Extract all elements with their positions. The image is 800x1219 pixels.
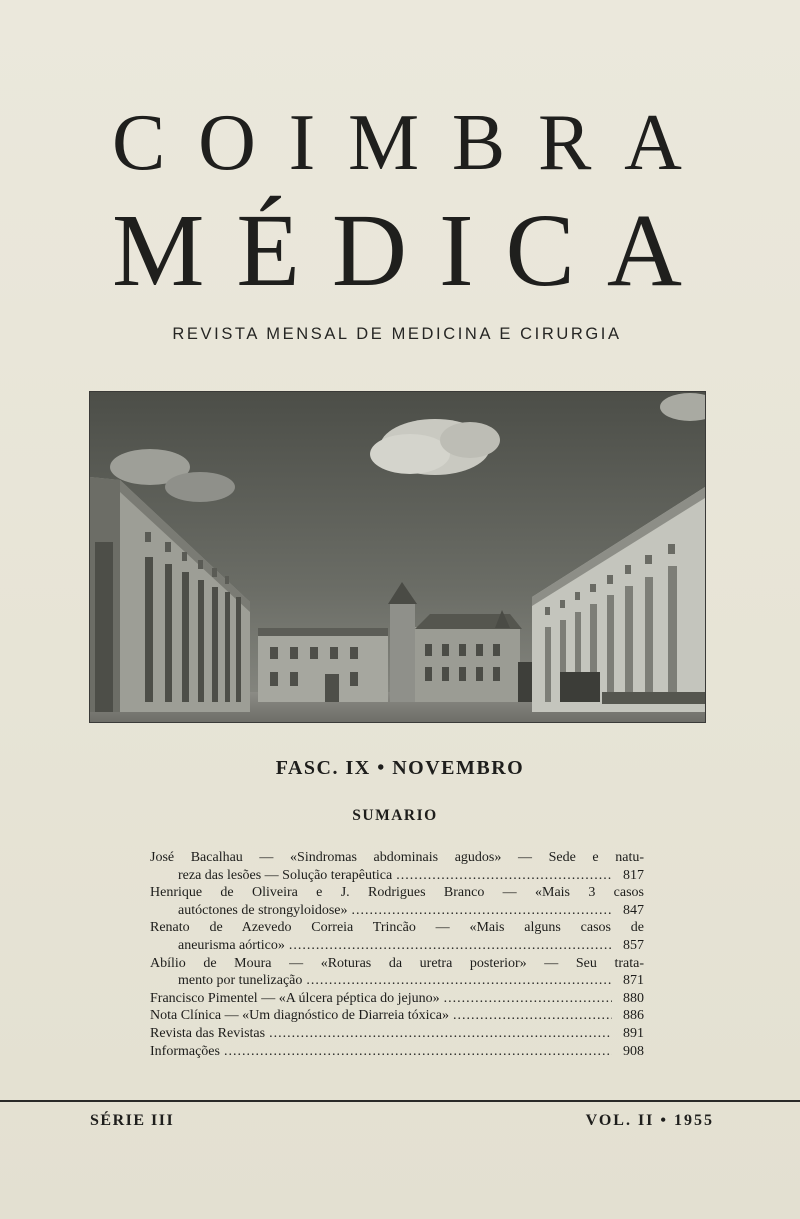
- title-letter: A: [606, 193, 682, 308]
- toc-entry-text: Informações: [150, 1043, 220, 1059]
- toc-entry: [150, 849, 644, 884]
- title-letter: M: [112, 193, 205, 308]
- toc-entry-text: aneurisma aórtico»: [178, 937, 285, 953]
- toc-page-number: 871: [623, 973, 644, 989]
- title-letter: A: [624, 99, 682, 187]
- toc-page-number: 857: [623, 937, 644, 953]
- toc-page-number: 817: [623, 867, 644, 883]
- toc-entry-text: Henrique de Oliveira e J. Rodrigues Branco — «Mais 3 casos: [150, 885, 644, 901]
- journal-subtitle: REVISTA MENSAL DE MEDICINA E CIRURGIA: [172, 325, 622, 343]
- series-label: SÉRIE III: [90, 1112, 175, 1129]
- toc-entry: [150, 884, 644, 919]
- toc-entry: [150, 919, 644, 954]
- title-coimbra: [112, 98, 682, 188]
- toc-entry-text: mento por tunelização: [178, 973, 303, 989]
- title-medica: [112, 193, 682, 308]
- title-letter: C: [112, 99, 166, 187]
- volume-year-label: VOL. II • 1955: [585, 1112, 714, 1129]
- title-letter: D: [331, 193, 407, 308]
- footer-divider: [0, 1100, 800, 1102]
- university-buildings-image: [90, 392, 705, 722]
- toc-page-number: 891: [623, 1025, 644, 1041]
- title-letter: M: [348, 99, 420, 187]
- toc-entry-text: Revista das Revistas: [150, 1025, 266, 1041]
- toc-entry-text: Francisco Pimentel — «A úlcera péptica do jejuno»: [150, 990, 440, 1006]
- cover-photograph: [89, 391, 706, 723]
- toc-entry: [150, 955, 644, 990]
- toc-entry: [150, 1025, 644, 1043]
- toc-entry-text: Abílio de Moura — «Roturas da uretra posterior» — Seu trata-: [150, 955, 644, 971]
- issue-label: FASC. IX • NOVEMBRO: [275, 757, 525, 779]
- toc-page-number: 908: [623, 1043, 644, 1059]
- toc-entry-text: Nota Clínica — «Um diagnóstico de Diarreia tóxica»: [150, 1008, 449, 1024]
- toc-page-number: 847: [623, 902, 644, 918]
- summary-heading: SUMARIO: [352, 807, 438, 824]
- title-letter: I: [288, 99, 316, 187]
- toc-entry: [150, 990, 644, 1008]
- toc-entry-text: autóctones de strongyloidose»: [178, 902, 348, 918]
- toc-page-number: 880: [623, 990, 644, 1006]
- toc-entry: [150, 1007, 644, 1025]
- title-letter: C: [505, 193, 575, 308]
- toc-entry: [150, 1043, 644, 1061]
- title-letter: I: [438, 193, 474, 308]
- table-of-contents: [150, 849, 644, 1060]
- title-letter: R: [538, 99, 592, 187]
- title-letter: B: [451, 99, 506, 187]
- title-letter: É: [236, 193, 300, 308]
- toc-entry-text: José Bacalhau — «Sindromas abdominais agudos» — Sede e natu-: [150, 850, 644, 865]
- toc-entry-text: reza das lesões — Solução terapêutica: [178, 867, 393, 883]
- toc-entry-text: Renato de Azevedo Correia Trincão — «Mais alguns casos de: [150, 920, 644, 936]
- title-letter: O: [198, 99, 256, 187]
- toc-page-number: 886: [623, 1008, 644, 1024]
